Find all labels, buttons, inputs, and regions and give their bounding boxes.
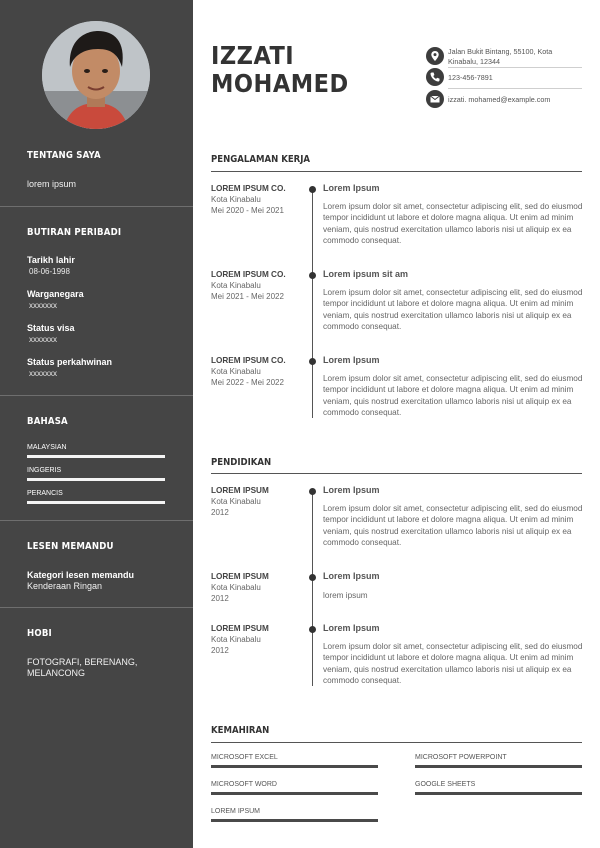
- language-bar: [27, 455, 165, 458]
- experience-heading: PENGALAMAN KERJA: [211, 154, 311, 165]
- education-timeline: [312, 490, 313, 686]
- entry-org: LOREM IPSUM: [211, 572, 269, 581]
- entry-period: Mei 2022 - Mei 2022: [211, 378, 284, 387]
- skill-bar: [415, 792, 582, 795]
- license-heading: LESEN MEMANDU: [27, 541, 114, 552]
- entry-title: Lorem ipsum sit am: [323, 269, 409, 279]
- entry-title: Lorem Ipsum: [323, 571, 380, 581]
- entry-location: Kota Kinabalu: [211, 367, 261, 376]
- entry-year: 2012: [211, 594, 229, 603]
- marital-label: Status perkahwinan: [27, 357, 113, 367]
- entry-org: LOREM IPSUM: [211, 624, 269, 633]
- skill-label: MICROSOFT WORD: [211, 781, 277, 788]
- skill-bar: [211, 792, 378, 795]
- section-rule: [211, 742, 582, 743]
- education-heading: PENDIDIKAN: [211, 457, 272, 468]
- email-text: izzati. mohamed@example.com: [448, 95, 551, 104]
- marital-value: xxxxxxx: [29, 369, 57, 378]
- skill-label: MICROSOFT EXCEL: [211, 754, 278, 761]
- language-item: INGGERIS: [27, 467, 62, 474]
- entry-year: 2012: [211, 646, 229, 655]
- citizenship-label: Warganegara: [27, 289, 84, 299]
- entry-title: Lorem Ipsum: [323, 623, 380, 633]
- timeline-dot: [309, 574, 316, 581]
- timeline-dot: [309, 626, 316, 633]
- entry-year: 2012: [211, 508, 229, 517]
- entry-description: lorem ipsum: [323, 591, 368, 600]
- entry-description: Lorem ipsum dolor sit amet, consectetur adipiscing elit, sed do eiusmod tempor incididunt ut labore et dolore magna aliqua. Ut enim ad minim veniam, quis nostrud exercitation ullamco laboris nisi ut aliquip ex ea commodo consequat.: [323, 374, 583, 417]
- entry-org: LOREM IPSUM: [211, 486, 269, 495]
- experience-timeline: [312, 188, 313, 418]
- entry-location: Kota Kinabalu: [211, 281, 261, 290]
- entry-description: Lorem ipsum dolor sit amet, consectetur adipiscing elit, sed do eiusmod tempor incididunt ut labore et dolore magna aliqua. Ut enim ad minim veniam, quis nostrud exercitation ullamco laboris nisi ut aliquip ex ea commodo consequat.: [323, 504, 583, 547]
- skill-label: MICROSOFT POWERPOINT: [415, 754, 507, 761]
- entry-description: Lorem ipsum dolor sit amet, consectetur adipiscing elit, sed do eiusmod tempor incididunt ut labore et dolore magna aliqua. Ut enim ad minim veniam, quis nostrud exercitation ullamco laboris nisi ut aliquip ex ea commodo consequat.: [323, 202, 583, 245]
- skill-bar: [211, 819, 378, 822]
- entry-description: Lorem ipsum dolor sit amet, consectetur adipiscing elit, sed do eiusmod tempor incididunt ut labore et dolore magna aliqua. Ut enim ad minim veniam, quis nostrud exercitation ullamco laboris nisi ut aliquip ex ea commodo consequat.: [323, 642, 583, 685]
- entry-org: LOREM IPSUM CO.: [211, 184, 286, 193]
- skill-label: GOOGLE SHEETS: [415, 781, 476, 788]
- sidebar: [0, 0, 193, 848]
- last-name: MOHAMED: [211, 69, 349, 98]
- entry-org: LOREM IPSUM CO.: [211, 270, 286, 279]
- phone-text: 123-456-7891: [448, 73, 493, 82]
- timeline-dot: [309, 272, 316, 279]
- language-item: MALAYSIAN: [27, 444, 67, 451]
- dob-label: Tarikh lahir: [27, 255, 75, 265]
- candidate-name: [211, 42, 349, 98]
- divider: [0, 607, 193, 608]
- section-rule: [211, 473, 582, 474]
- divider: [0, 206, 193, 207]
- about-heading: TENTANG SAYA: [27, 150, 101, 161]
- timeline-dot: [309, 186, 316, 193]
- entry-title: Lorem Ipsum: [323, 355, 380, 365]
- about-text: lorem ipsum: [27, 179, 77, 189]
- language-bar: [27, 501, 165, 504]
- dob-value: 08-06-1998: [29, 267, 70, 276]
- entry-period: Mei 2021 - Mei 2022: [211, 292, 284, 301]
- entry-title: Lorem Ipsum: [323, 485, 380, 495]
- divider: [0, 395, 193, 396]
- citizenship-value: xxxxxxx: [29, 301, 57, 310]
- entry-location: Kota Kinabalu: [211, 497, 261, 506]
- contact-email: [426, 90, 582, 110]
- personal-heading: BUTIRAN PERIBADI: [27, 227, 122, 238]
- profile-photo: [42, 21, 150, 129]
- languages-heading: BAHASA: [27, 416, 68, 427]
- skill-bar: [211, 765, 378, 768]
- skills-heading: KEMAHIRAN: [211, 725, 270, 736]
- language-bar: [27, 478, 165, 481]
- email-icon: [426, 90, 444, 108]
- divider: [0, 520, 193, 521]
- phone-icon: [426, 68, 444, 86]
- entry-location: Kota Kinabalu: [211, 583, 261, 592]
- visa-label: Status visa: [27, 323, 75, 333]
- hobbies-heading: HOBI: [27, 628, 52, 639]
- entry-description: Lorem ipsum dolor sit amet, consectetur adipiscing elit, sed do eiusmod tempor incididunt ut labore et dolore magna aliqua. Ut enim ad minim veniam, quis nostrud exercitation ullamco laboris nisi ut aliquip ex ea commodo consequat.: [323, 288, 583, 331]
- first-name: IZZATI: [211, 41, 295, 70]
- timeline-dot: [309, 358, 316, 365]
- visa-value: xxxxxxx: [29, 335, 57, 344]
- entry-period: Mei 2020 - Mei 2021: [211, 206, 284, 215]
- entry-title: Lorem Ipsum: [323, 183, 380, 193]
- divider: [448, 88, 582, 89]
- entry-location: Kota Kinabalu: [211, 195, 261, 204]
- hobbies-text: FOTOGRAFI, BERENANG,: [27, 657, 138, 667]
- hobbies-text: MELANCONG: [27, 668, 86, 678]
- language-item: PERANCIS: [27, 490, 63, 497]
- location-icon: [426, 47, 444, 65]
- address-text: Jalan Bukit Bintang, 55100, Kota Kinabalu, 12344: [448, 47, 553, 66]
- license-value: Kenderaan Ringan: [27, 581, 103, 591]
- entry-location: Kota Kinabalu: [211, 635, 261, 644]
- skill-label: LOREM IPSUM: [211, 808, 261, 815]
- contact-phone: [426, 68, 582, 88]
- section-rule: [211, 171, 582, 172]
- skill-bar: [415, 765, 582, 768]
- timeline-dot: [309, 488, 316, 495]
- entry-org: LOREM IPSUM CO.: [211, 356, 286, 365]
- license-label: Kategori lesen memandu: [27, 570, 135, 580]
